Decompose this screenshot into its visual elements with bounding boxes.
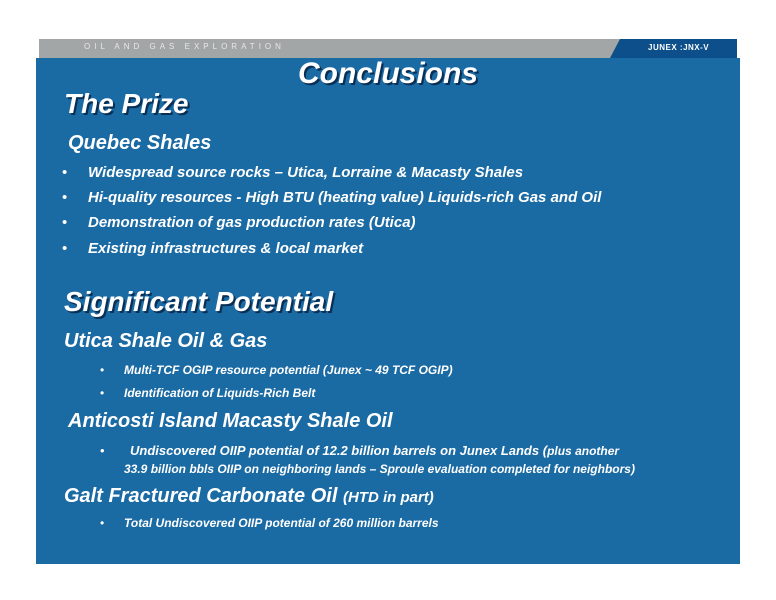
utica-bullet (100, 363, 453, 377)
bullet-dot: • (62, 189, 68, 206)
bullet-dot: • (100, 443, 105, 458)
bullet-text: Undiscovered OIIP potential of 12.2 billion barrels on Junex Lands ( (130, 443, 548, 458)
bullet-dot: • (62, 214, 68, 231)
prize-bullet (62, 240, 364, 257)
ticker-text: JUNEX :JNX-V (648, 43, 710, 52)
bullet-dot: • (62, 164, 68, 181)
utica-heading: Utica Shale Oil & Gas (64, 330, 268, 352)
prize-subheading: Quebec Shales (68, 132, 212, 154)
bullet-dot: • (100, 516, 105, 530)
bullet-text: Identification of Liquids-Rich Belt (124, 386, 316, 400)
prize-heading: The Prize (64, 88, 189, 119)
galt-heading-note: (HTD in part) (342, 489, 434, 506)
anticosti-bullet-continuation: 33.9 billion bbls OIIP on neighboring lands – Sproule evaluation completed for neighbors) (124, 462, 635, 476)
bullet-text: Demonstration of gas production rates (Utica) (88, 214, 416, 231)
bullet-text: Hi-quality resources - High BTU (heating value) Liquids-rich Gas and Oil (88, 189, 602, 206)
prize-bullet (62, 189, 602, 206)
utica-bullet (100, 386, 316, 400)
galt-heading-text: Galt Fractured Carbonate Oil (64, 485, 338, 507)
prize-bullet (62, 214, 416, 231)
potential-heading: Significant Potential (64, 286, 334, 317)
anticosti-heading: Anticosti Island Macasty Shale Oil (68, 410, 393, 432)
galt-heading (64, 485, 434, 508)
bullet-text: Widespread source rocks – Utica, Lorraine & Macasty Shales (88, 164, 524, 181)
bullet-dot: • (100, 363, 105, 377)
bullet-text: Total Undiscovered OIIP potential of 260 million barrels (124, 516, 439, 530)
bullet-dot: • (62, 240, 68, 257)
section-label: OIL AND GAS EXPLORATION (84, 42, 285, 51)
bullet-text: Multi-TCF OGIP resource potential (Junex ~ 49 TCF OGIP) (124, 363, 453, 377)
bullet-dot: • (100, 386, 105, 400)
anticosti-bullet (100, 443, 620, 458)
bullet-text: Existing infrastructures & local market (88, 240, 364, 257)
prize-bullet (62, 164, 524, 181)
galt-bullet (100, 516, 439, 530)
bullet-text-tail: plus another (547, 444, 620, 458)
slide-title: Conclusions (297, 57, 478, 90)
